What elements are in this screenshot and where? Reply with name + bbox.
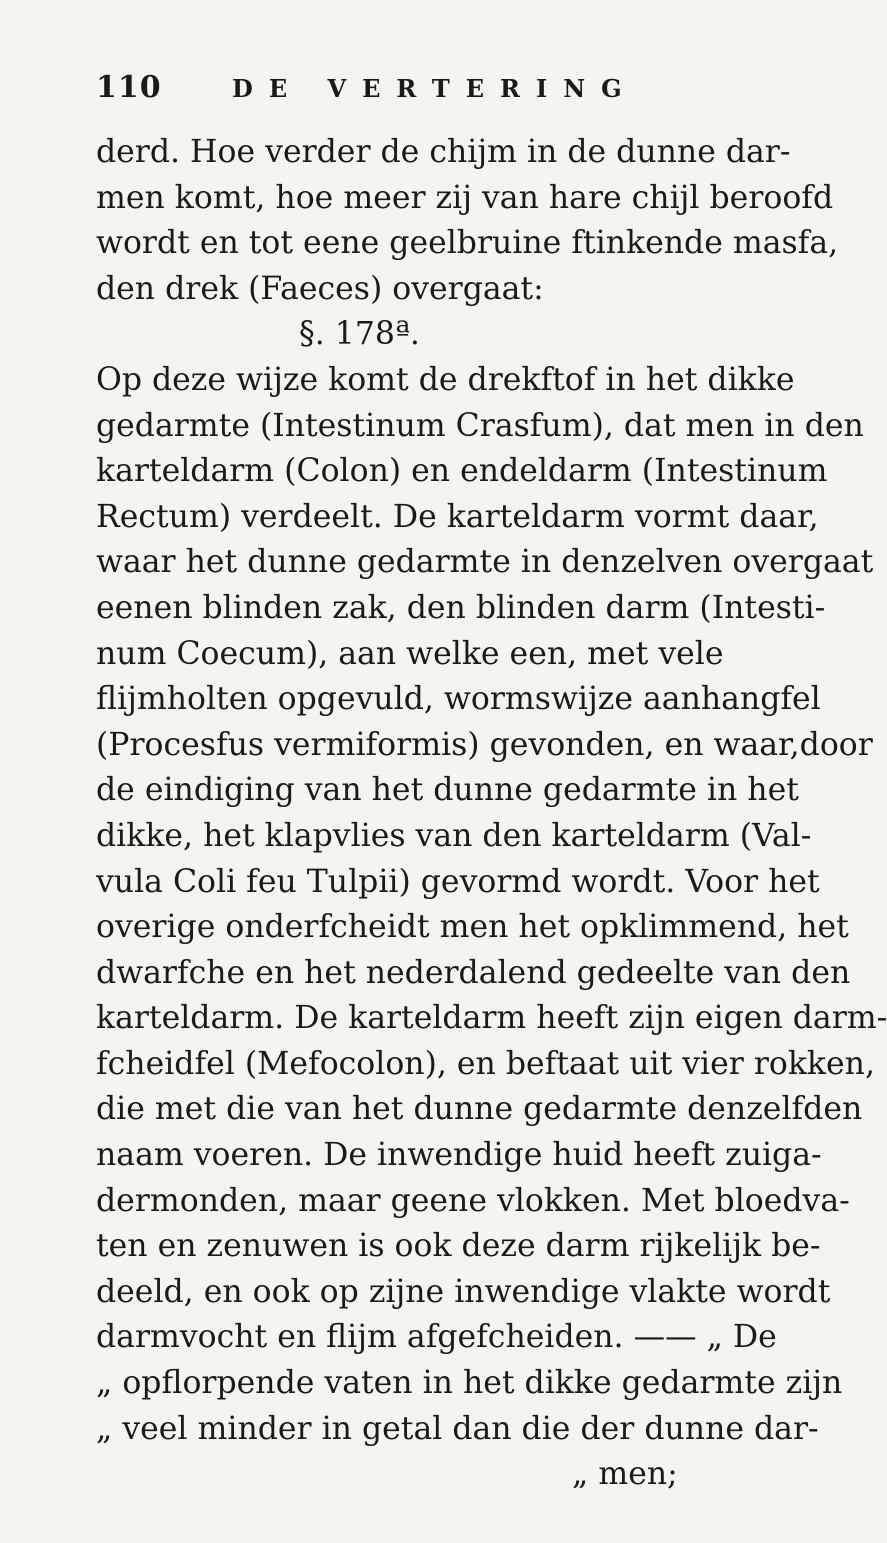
text-line-10: waar het dunne gedarmte in denzelven overgaat — [96, 544, 874, 581]
text-line-7: gedarmte (Intestinum Crasfum), dat men in den — [96, 407, 864, 444]
text-line-16: dikke, het klapvlies van den karteldarm (Val- — [96, 817, 812, 854]
text-line-9: Rectum) verdeelt. De karteldarm vormt daar, — [96, 498, 819, 535]
text-line-29: „ veel minder in getal dan die der dunne dar- — [96, 1410, 819, 1447]
text-line-26: deeld, en ook op zijne inwendige vlakte wordt — [96, 1273, 831, 1310]
text-line-30: „ men; — [572, 1456, 678, 1493]
text-line-15: de eindiging van het dunne gedarmte in het — [96, 772, 799, 809]
text-line-22: die met die van het dunne gedarmte denzelfden — [96, 1091, 863, 1128]
page-header — [96, 70, 776, 110]
text-line-24: dermonden, maar geene vlokken. Met bloedva- — [96, 1182, 850, 1219]
text-line-27: darmvocht en flijm afgefcheiden. —— „ De — [96, 1319, 777, 1356]
text-line-25: ten en zenuwen is ook deze darm rijkelijk be- — [96, 1228, 821, 1265]
running-head: DE VERTERING — [232, 74, 638, 103]
text-line-18: overige onderfcheidt men het opklimmend, het — [96, 909, 849, 946]
text-line-3: wordt en tot eene geelbruine ftinkende masfa, — [96, 225, 839, 262]
text-line-1: derd. Hoe verder de chijm in de dunne dar- — [96, 134, 791, 170]
text-line-12: num Coecum), aan welke een, met vele — [96, 635, 724, 672]
text-line-4: den drek (Faeces) overgaat: — [96, 270, 544, 307]
text-line-21: fcheidfel (Mefocolon), en beftaat uit vier rokken, — [96, 1045, 875, 1082]
text-line-14: (Procesfus vermiformis) gevonden, en waar,door — [96, 726, 873, 763]
text-line-2: men komt, hoe meer zij van hare chijl beroofd — [96, 179, 834, 216]
text-line-8: karteldarm (Colon) en endeldarm (Intestinum — [96, 453, 828, 490]
text-line-20: karteldarm. De karteldarm heeft zijn eigen darm- — [96, 1000, 887, 1037]
body-text — [96, 130, 887, 1498]
text-line-23: naam voeren. De inwendige huid heeft zuiga- — [96, 1137, 822, 1174]
section-heading: §. 178ª. — [299, 316, 420, 353]
text-line-11: eenen blinden zak, den blinden darm (Intesti- — [96, 589, 826, 626]
text-line-6: Op deze wijze komt de drekftof in het dikke — [96, 361, 795, 398]
page-number: 110 — [96, 70, 162, 105]
text-line-19: dwarfche en het nederdalend gedeelte van den — [96, 954, 851, 991]
text-line-17: vula Coli feu Tulpii) gevormd wordt. Voor het — [96, 863, 820, 900]
text-line-13: flijmholten opgevuld, wormswijze aanhangfel — [96, 681, 821, 718]
text-line-28: „ opflorpende vaten in het dikke gedarmte zijn — [96, 1365, 843, 1402]
